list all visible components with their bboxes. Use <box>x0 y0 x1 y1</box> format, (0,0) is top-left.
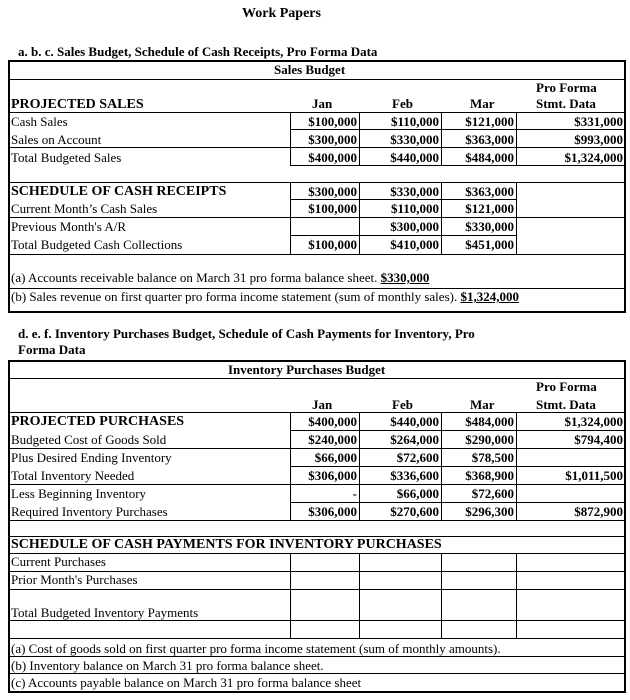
inv-r3-mar: $368,900 <box>465 468 514 483</box>
cash-sales-pf: $331,000 <box>574 114 623 129</box>
sales-col-feb: Feb <box>392 96 413 111</box>
inv-r0-mar: $484,000 <box>465 414 514 429</box>
inv-note-a: (a) Cost of goods sold on first quarter pro forma income statement (sum of monthly amounts). <box>11 641 501 656</box>
sales-note-a <box>11 270 429 285</box>
sales-budget-title: Sales Budget <box>274 62 346 77</box>
cash-receipts-label: SCHEDULE OF CASH RECEIPTS <box>11 184 227 199</box>
receipts-r1-jan: $100,000 <box>308 201 357 216</box>
receipts-r0-jan: $300,000 <box>308 184 357 199</box>
cash-sales-jan: $100,000 <box>308 114 357 129</box>
row-sales-on-account-label: Sales on Account <box>11 132 102 147</box>
inv-note-b: (b) Inventory balance on March 31 pro forma balance sheet. <box>11 658 324 673</box>
receipts-r1-mar: $121,000 <box>465 201 514 216</box>
inv-r3-jan: $306,000 <box>308 468 357 483</box>
sales-proforma-header-2: Stmt. Data <box>536 96 596 111</box>
inv-r5-jan: $306,000 <box>308 504 357 519</box>
total-sales-feb: $440,000 <box>390 150 439 165</box>
receipts-r2-mar: $330,000 <box>465 219 514 234</box>
row-current-purchases-label: Current Purchases <box>11 554 106 569</box>
inv-r5-mar: $296,300 <box>465 504 514 519</box>
inv-r2-mar: $78,500 <box>471 450 514 465</box>
inv-r1-pf: $794,400 <box>574 432 623 447</box>
inv-col-feb: Feb <box>392 397 413 412</box>
row-cogs-label: Budgeted Cost of Goods Sold <box>11 432 167 447</box>
receipts-r1-feb: $110,000 <box>390 201 439 216</box>
row-current-cash-sales-label: Current Month’s Cash Sales <box>11 201 158 216</box>
cash-payments-label: SCHEDULE OF CASH PAYMENTS FOR INVENTORY PURCHASES <box>11 537 442 552</box>
row-total-inventory-label: Total Inventory Needed <box>11 468 135 483</box>
page-title: Work Papers <box>242 6 321 21</box>
sales-col-jan: Jan <box>312 96 333 111</box>
inv-r0-feb: $440,000 <box>390 414 439 429</box>
sales-section-heading: a. b. c. Sales Budget, Schedule of Cash Receipts, Pro Forma Data <box>18 44 378 59</box>
inv-r3-feb: $336,600 <box>390 468 439 483</box>
account-sales-mar: $363,000 <box>465 132 514 147</box>
inv-r5-feb: $270,600 <box>390 504 439 519</box>
row-total-collections-label: Total Budgeted Cash Collections <box>11 237 183 252</box>
row-previous-ar-label: Previous Month's A/R <box>11 219 127 234</box>
inventory-budget-title: Inventory Purchases Budget <box>228 362 386 377</box>
inv-r4-jan: - <box>352 486 357 501</box>
sales-note-b-text: (b) Sales revenue on first quarter pro forma income statement (sum of monthly sales). <box>11 289 458 304</box>
total-sales-pf: $1,324,000 <box>564 150 623 165</box>
inv-col-mar: Mar <box>470 397 495 412</box>
row-total-payments-label: Total Budgeted Inventory Payments <box>11 605 199 620</box>
sales-note-a-value: $330,000 <box>380 270 430 285</box>
inv-r2-jan: $66,000 <box>314 450 357 465</box>
receipts-r3-feb: $410,000 <box>390 237 439 252</box>
inv-r1-feb: $264,000 <box>390 432 439 447</box>
row-ending-inventory-label: Plus Desired Ending Inventory <box>11 450 172 465</box>
sales-note-b <box>11 289 519 304</box>
sales-proforma-header-1: Pro Forma <box>536 80 597 95</box>
total-sales-mar: $484,000 <box>465 150 514 165</box>
receipts-r0-feb: $330,000 <box>390 184 439 199</box>
row-beginning-inventory-label: Less Beginning Inventory <box>11 486 147 501</box>
row-total-sales-label: Total Budgeted Sales <box>11 150 122 165</box>
inv-r0-jan: $400,000 <box>308 414 357 429</box>
row-required-purchases-label: Required Inventory Purchases <box>11 504 168 519</box>
account-sales-feb: $330,000 <box>390 132 439 147</box>
projected-sales-label: PROJECTED SALES <box>11 97 144 112</box>
inv-col-jan: Jan <box>312 397 333 412</box>
cash-sales-mar: $121,000 <box>465 114 514 129</box>
inv-r5-pf: $872,900 <box>574 504 623 519</box>
projected-purchases-label: PROJECTED PURCHASES <box>11 414 185 429</box>
inv-proforma-header-2: Stmt. Data <box>536 397 596 412</box>
inv-r4-feb: $66,000 <box>396 486 439 501</box>
total-sales-jan: $400,000 <box>308 150 357 165</box>
inv-r1-jan: $240,000 <box>308 432 357 447</box>
cash-sales-feb: $110,000 <box>390 114 439 129</box>
receipts-r2-feb: $300,000 <box>390 219 439 234</box>
inventory-section-heading-2: Forma Data <box>18 342 86 357</box>
row-prior-month-purchases-label: Prior Month's Purchases <box>11 572 138 587</box>
inventory-section-heading-1: d. e. f. Inventory Purchases Budget, Schedule of Cash Payments for Inventory, Pro <box>18 326 475 341</box>
inv-r3-pf: $1,011,500 <box>565 468 623 483</box>
receipts-r3-jan: $100,000 <box>308 237 357 252</box>
row-cash-sales-label: Cash Sales <box>11 114 68 129</box>
inv-proforma-header-1: Pro Forma <box>536 379 597 394</box>
inv-note-c: (c) Accounts payable balance on March 31 pro forma balance sheet <box>11 675 362 690</box>
inv-r0-pf: $1,324,000 <box>564 414 623 429</box>
receipts-r0-mar: $363,000 <box>465 184 514 199</box>
receipts-r3-mar: $451,000 <box>465 237 514 252</box>
inv-r2-feb: $72,600 <box>396 450 439 465</box>
inv-r1-mar: $290,000 <box>465 432 514 447</box>
inv-r4-mar: $72,600 <box>471 486 514 501</box>
sales-note-b-value: $1,324,000 <box>460 289 519 304</box>
account-sales-pf: $993,000 <box>574 132 623 147</box>
sales-note-a-text: (a) Accounts receivable balance on March 31 pro forma balance sheet. <box>11 270 378 285</box>
account-sales-jan: $300,000 <box>308 132 357 147</box>
sales-col-mar: Mar <box>470 96 495 111</box>
